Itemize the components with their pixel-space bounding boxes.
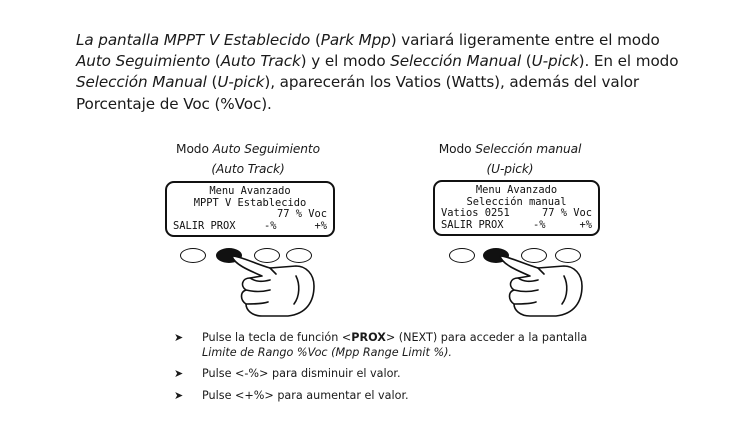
panel-title [143, 139, 353, 159]
panel-title-mode: Auto Seguimiento [212, 142, 320, 156]
bullet-text-part: Pulse la tecla de función < [202, 331, 352, 344]
panel-subtitle [143, 159, 353, 179]
intro-text: ) y el modo [300, 52, 391, 71]
bullet-text-part: > (NEXT) para acceder a la pantalla [385, 331, 588, 344]
lcd-line-3: 77 % Voc [276, 208, 327, 221]
panel-title-mode: Selección manual [475, 142, 582, 156]
lcd-line-2: MPPT V Establecido [193, 196, 307, 209]
bullet-text [202, 331, 642, 346]
list-item [172, 331, 642, 360]
intro-text: Auto Track [220, 52, 301, 71]
bullet-text: Pulse <-%> para disminuir el valor. [202, 367, 401, 381]
intro-text: Auto Seguimiento [76, 52, 211, 71]
intro-text: ( [206, 73, 218, 92]
intro-text: U-pick [217, 73, 265, 92]
intro-line-3 [76, 72, 686, 93]
arrow-bullet-icon: ➤ [174, 331, 184, 344]
lcd-minus-label: -% [263, 219, 277, 232]
panel-subtitle-text: (Auto Track) [211, 162, 285, 176]
intro-text: ), aparecerán los Vatios (Watts), además del valor [264, 73, 640, 92]
arrow-bullet-icon: ➤ [174, 367, 184, 381]
lcd-line-1: Menu Avanzado [209, 185, 291, 197]
pointing-hand-icon [226, 252, 322, 322]
intro-text: ) variará ligeramente entre el modo [390, 31, 660, 49]
intro-text: Selección Manual [390, 52, 522, 71]
list-item [172, 367, 642, 382]
lcd-plus-label: +% [579, 218, 592, 231]
intro-text: Selección Manual [76, 73, 207, 92]
pointing-hand-icon [494, 252, 590, 322]
bullet-key-name: PROX [351, 331, 386, 344]
intro-line-2 [76, 51, 686, 72]
lcd-softkey-labels: SALIR PROX [441, 218, 504, 231]
softkey-salir-button[interactable] [449, 248, 475, 263]
intro-text: ( [310, 31, 321, 49]
panel-subtitle-text: (U-pick) [486, 162, 534, 176]
lcd-display-upick [433, 180, 600, 236]
lcd-plus-label: +% [314, 219, 327, 232]
intro-line-4: Porcentaje de Voc (%Voc). [76, 94, 272, 113]
intro-paragraph [76, 30, 686, 115]
bullet-screen-name: Limite de Rango %Voc (Mpp Range Limit %). [202, 345, 452, 359]
upick-panel-header [405, 139, 615, 179]
lcd-display-auto-track [165, 181, 335, 237]
arrow-bullet-icon: ➤ [174, 388, 184, 402]
lcd-minus-label: -% [532, 218, 546, 231]
panel-title [405, 139, 615, 159]
intro-text: ( [521, 52, 532, 71]
list-item [172, 389, 642, 404]
panel-subtitle [405, 159, 615, 179]
intro-text: U-pick [531, 52, 579, 71]
panel-title-prefix: Modo [438, 142, 476, 156]
softkey-salir-button[interactable] [180, 248, 206, 263]
intro-text: La pantalla MPPT V Establecido [76, 31, 311, 49]
lcd-line-4 [441, 220, 592, 232]
lcd-voc-readout: 77 % Voc [541, 207, 592, 220]
lcd-line-4 [173, 221, 327, 233]
intro-text: ). En el modo [578, 52, 679, 71]
intro-line-1 [76, 30, 686, 51]
lcd-watts-readout: Vatios 0251 [441, 207, 510, 220]
instruction-list [172, 331, 642, 410]
lcd-line-1: Menu Avanzado [475, 184, 558, 196]
bullet-text: Pulse <+%> para aumentar el valor. [202, 388, 409, 402]
panel-title-prefix: Modo [176, 142, 213, 156]
lcd-line-2: Selección manual [466, 195, 567, 208]
intro-text: ( [210, 52, 221, 71]
lcd-softkey-labels: SALIR PROX [173, 219, 236, 232]
bullet-text-continued [202, 346, 642, 361]
intro-text: Park Mpp [320, 31, 391, 49]
auto-track-panel-header [143, 139, 353, 179]
